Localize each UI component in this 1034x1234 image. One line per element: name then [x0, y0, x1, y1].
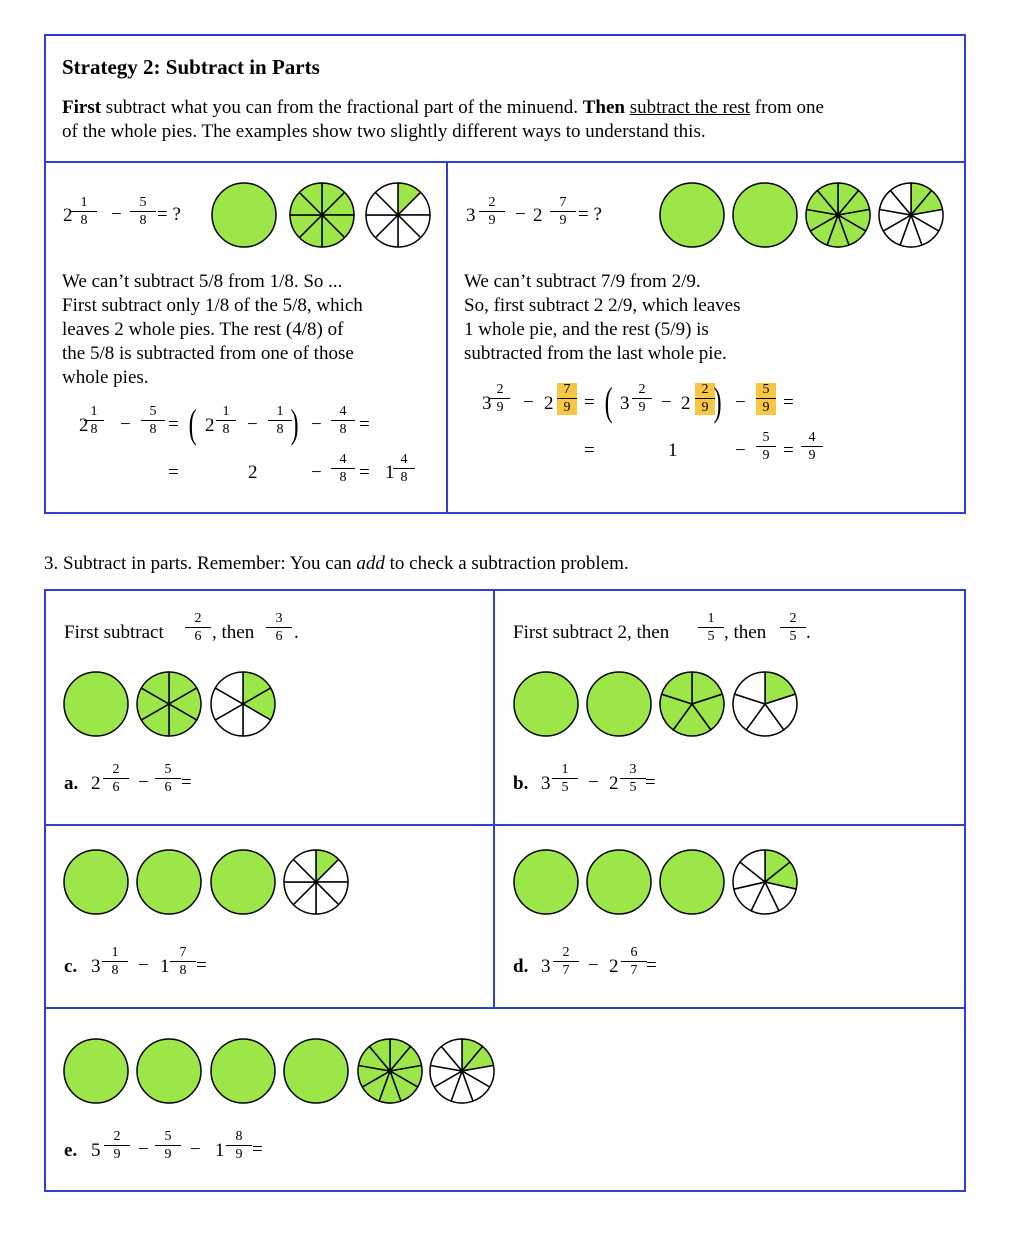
ex2-text-2: 1 whole pie, and the rest (5/9) is [464, 319, 709, 340]
pie-slice [137, 1039, 201, 1103]
fraction-pie [803, 180, 873, 250]
a-lead-frac1: $\frac{2}{6}$ [185, 612, 211, 644]
ex1-text-2: leaves 2 whole pies. The rest (4/8) of [62, 319, 344, 340]
pie-slice [64, 1039, 128, 1103]
pie-slice [212, 183, 276, 247]
a-lead-frac2: $\frac{3}{6}$ [266, 612, 292, 644]
fraction-pie [511, 847, 581, 917]
e-w3: 1 [215, 1140, 225, 1161]
b-equals: = [645, 772, 656, 793]
row-divider-1 [46, 824, 964, 826]
strategy-column-divider [446, 161, 448, 512]
intro-first: First [62, 97, 102, 118]
a-frac1: $\frac{2}{6}$ [103, 763, 129, 795]
fraction-pie [584, 847, 654, 917]
c-frac1: $\frac{1}{8}$ [102, 946, 128, 978]
a-frac2: $\frac{5}{6}$ [155, 763, 181, 795]
pie-slice [514, 850, 578, 914]
ex2-calc-result-whole: 1 [668, 440, 678, 461]
ex1-calc-f3: $\frac{1}{8}$ [216, 405, 236, 437]
b-minus: − [588, 772, 599, 793]
ex1-answer-whole: 1 [385, 462, 395, 483]
strategy-intro-line2: of the whole pies. The examples show two slightly different ways to understand this. [62, 121, 706, 142]
ex1-text-0: We can’t subtract 5/8 from 1/8. So ... [62, 271, 343, 292]
fraction-pie [281, 1036, 351, 1106]
d-frac2: $\frac{6}{7}$ [621, 946, 647, 978]
pie-slice [211, 850, 275, 914]
ex2-w1: 3 [466, 205, 476, 226]
ex2-calc-w4: 2 [681, 393, 691, 414]
e-frac2: $\frac{5}{9}$ [155, 1130, 181, 1162]
fraction-pie [61, 1036, 131, 1106]
ex2-calc-f1: $\frac{2}{9}$ [490, 383, 510, 415]
a-equals: = [181, 772, 192, 793]
fraction-pie [61, 847, 131, 917]
pie-slice [660, 850, 724, 914]
ex2-calc-f4-highlight: $\frac{2}{9}$ [695, 383, 715, 415]
column-divider [493, 591, 495, 1009]
ex2-calc-w3: 3 [620, 393, 630, 414]
ex2-calc-f3: $\frac{2}{9}$ [632, 383, 652, 415]
ex2-calc-w2: 2 [544, 393, 554, 414]
fraction-pie [511, 669, 581, 739]
b-lead: First subtract 2, then [513, 622, 670, 643]
fraction-pie [584, 669, 654, 739]
answer-area-a[interactable] [210, 760, 480, 800]
ex1-equals-question: = ? [157, 204, 181, 225]
fraction-pie [287, 180, 357, 250]
a-label: a. [64, 773, 79, 794]
b-frac1: $\frac{1}{5}$ [552, 763, 578, 795]
pie-slice [64, 672, 128, 736]
pie-slice [514, 672, 578, 736]
ex1-calc-lparen: ( [188, 401, 197, 446]
ex2-w2: 2 [533, 205, 543, 226]
ex2-calc-w1: 3 [482, 393, 492, 414]
a-minus: − [138, 772, 149, 793]
a-whole: 2 [91, 773, 101, 794]
ex1-calc-f1: $\frac{1}{8}$ [84, 405, 104, 437]
ex2-calc-eq4: = [783, 440, 794, 461]
fraction-pie [209, 180, 279, 250]
fraction-pie [208, 669, 278, 739]
b-end: . [806, 622, 811, 643]
c-w1: 3 [91, 956, 101, 977]
d-frac1: $\frac{2}{7}$ [553, 946, 579, 978]
ex1-text-3: the 5/8 is subtracted from one of those [62, 343, 354, 364]
b-frac2: $\frac{3}{5}$ [620, 763, 646, 795]
ex1-calc-minus2: − [247, 414, 258, 435]
pie-slice [64, 850, 128, 914]
answer-area-c[interactable] [225, 943, 480, 983]
d-w1: 3 [541, 956, 551, 977]
b-lead-frac1: $\frac{1}{5}$ [698, 612, 724, 644]
fraction-pie [657, 180, 727, 250]
fraction-pie [208, 847, 278, 917]
fraction-pie [730, 847, 800, 917]
ex2-calc-minus2: − [661, 392, 672, 413]
ex2-frac1: $\frac{2}{9}$ [479, 196, 505, 228]
ex2-calc-minus1: − [523, 392, 534, 413]
answer-area-b[interactable] [672, 760, 952, 800]
fraction-pie [134, 1036, 204, 1106]
e-w1: 5 [91, 1140, 101, 1161]
ex2-calc-lparen: ( [604, 379, 613, 424]
ex1-calc-eq1: = [168, 414, 179, 435]
c-minus: − [138, 955, 149, 976]
b-lead-frac2: $\frac{2}{5}$ [780, 612, 806, 644]
ex1-calc-eq3: = [168, 462, 179, 483]
ex1-text-4: whole pies. [62, 367, 149, 388]
ex1-calc-rparen: ) [290, 401, 299, 446]
pie-slice [284, 1039, 348, 1103]
b-label: b. [513, 773, 529, 794]
e-frac1: $\frac{2}{9}$ [104, 1130, 130, 1162]
ex2-equals-question: = ? [578, 204, 602, 225]
ex1-calc-f2: $\frac{5}{8}$ [141, 405, 165, 437]
fraction-pie [281, 847, 351, 917]
ex1-frac1: $\frac{1}{8}$ [71, 196, 97, 228]
ex2-answer-frac: $\frac{4}{9}$ [801, 431, 823, 463]
d-minus: − [588, 955, 599, 976]
ex2-text-1: So, first subtract 2 2/9, which leaves [464, 295, 741, 316]
c-equals: = [196, 955, 207, 976]
ex2-frac2: $\frac{7}{9}$ [550, 196, 576, 228]
exercise-add-italic: add [356, 553, 385, 574]
e-minus2: − [190, 1139, 201, 1160]
row-divider-2 [46, 1007, 964, 1009]
b-mid: , then [724, 622, 767, 643]
ex2-calc-eq2: = [783, 392, 794, 413]
fraction-pie [61, 669, 131, 739]
ex1-calc-f6: $\frac{4}{8}$ [331, 453, 355, 485]
d-equals: = [646, 955, 657, 976]
a-lead: First subtract [64, 622, 164, 643]
ex2-text-0: We can’t subtract 7/9 from 2/9. [464, 271, 701, 292]
fraction-pie [730, 669, 800, 739]
fraction-pie [134, 669, 204, 739]
e-equals: = [252, 1139, 263, 1160]
c-frac2: $\frac{7}{8}$ [170, 946, 196, 978]
fraction-pie [876, 180, 946, 250]
intro-then: Then [582, 97, 625, 118]
pie-slice [660, 183, 724, 247]
ex1-calc-f5: $\frac{4}{8}$ [331, 405, 355, 437]
intro-underline: subtract the rest [629, 97, 751, 118]
ex1-calc-whole2: 2 [205, 415, 215, 436]
ex2-calc-f6: $\frac{5}{9}$ [756, 431, 776, 463]
pie-slice [733, 183, 797, 247]
fraction-pie [363, 180, 433, 250]
ex1-text-1: First subtract only 1/8 of the 5/8, which [62, 295, 363, 316]
ex2-text-3: subtracted from the last whole pie. [464, 343, 727, 364]
ex1-calc-minus3: − [311, 414, 322, 435]
fraction-pie [208, 1036, 278, 1106]
fraction-pie [657, 669, 727, 739]
pie-slice [137, 850, 201, 914]
fraction-pie [427, 1036, 497, 1106]
intro-text1: subtract what you can from the fractional part of the minuend. [101, 97, 583, 118]
e-minus1: − [138, 1139, 149, 1160]
fraction-pie [657, 847, 727, 917]
ex1-calc-whole: 2 [79, 415, 89, 436]
fraction-pie [134, 847, 204, 917]
b-w1: 3 [541, 773, 551, 794]
ex2-calc-rparen: ) [713, 379, 722, 424]
ex2-calc-eq3: = [584, 440, 595, 461]
ex1-whole: 2 [63, 205, 73, 226]
ex1-frac2: $\frac{5}{8}$ [130, 196, 156, 228]
c-w2: 1 [160, 956, 170, 977]
answer-area-d[interactable] [672, 943, 952, 983]
ex1-calc-minus1: − [120, 414, 131, 435]
ex2-calc-minus3: − [735, 392, 746, 413]
d-w2: 2 [609, 956, 619, 977]
b-w2: 2 [609, 773, 619, 794]
ex1-calc-eq4: = [359, 462, 370, 483]
fraction-pie [355, 1036, 425, 1106]
exercise-instruction: 3. Subtract in parts. Remember: You can add to check a subtraction problem. [44, 553, 629, 574]
ex2-calc-minus4: − [735, 440, 746, 461]
ex1-calc-minus4: − [311, 462, 322, 483]
e-label: e. [64, 1140, 78, 1161]
e-frac3: $\frac{8}{9}$ [226, 1130, 252, 1162]
a-end: . [294, 622, 299, 643]
ex2-minus: − [515, 204, 526, 225]
pie-slice [587, 850, 651, 914]
ex1-calc-f4: $\frac{1}{8}$ [268, 405, 292, 437]
ex2-calc-eq1: = [584, 392, 595, 413]
pie-slice [587, 672, 651, 736]
ex1-answer-frac: $\frac{4}{8}$ [393, 453, 415, 485]
ex1-calc-eq2: = [359, 414, 370, 435]
pie-slice [211, 1039, 275, 1103]
intro-text2b: from one [750, 97, 824, 118]
ex1-minus: − [111, 204, 122, 225]
ex1-calc-result-whole: 2 [248, 462, 258, 483]
ex2-calc-f5-highlight: $\frac{5}{9}$ [756, 383, 776, 415]
strategy-intro-line1 [62, 96, 824, 120]
answer-area-e[interactable] [280, 1127, 940, 1167]
ex2-calc-f2-highlight: $\frac{7}{9}$ [557, 383, 577, 415]
strategy-title: Strategy 2: Subtract in Parts [62, 55, 320, 79]
d-label: d. [513, 956, 529, 977]
c-label: c. [64, 956, 78, 977]
strategy-header-divider [46, 161, 964, 163]
fraction-pie [730, 180, 800, 250]
a-mid: , then [212, 622, 255, 643]
